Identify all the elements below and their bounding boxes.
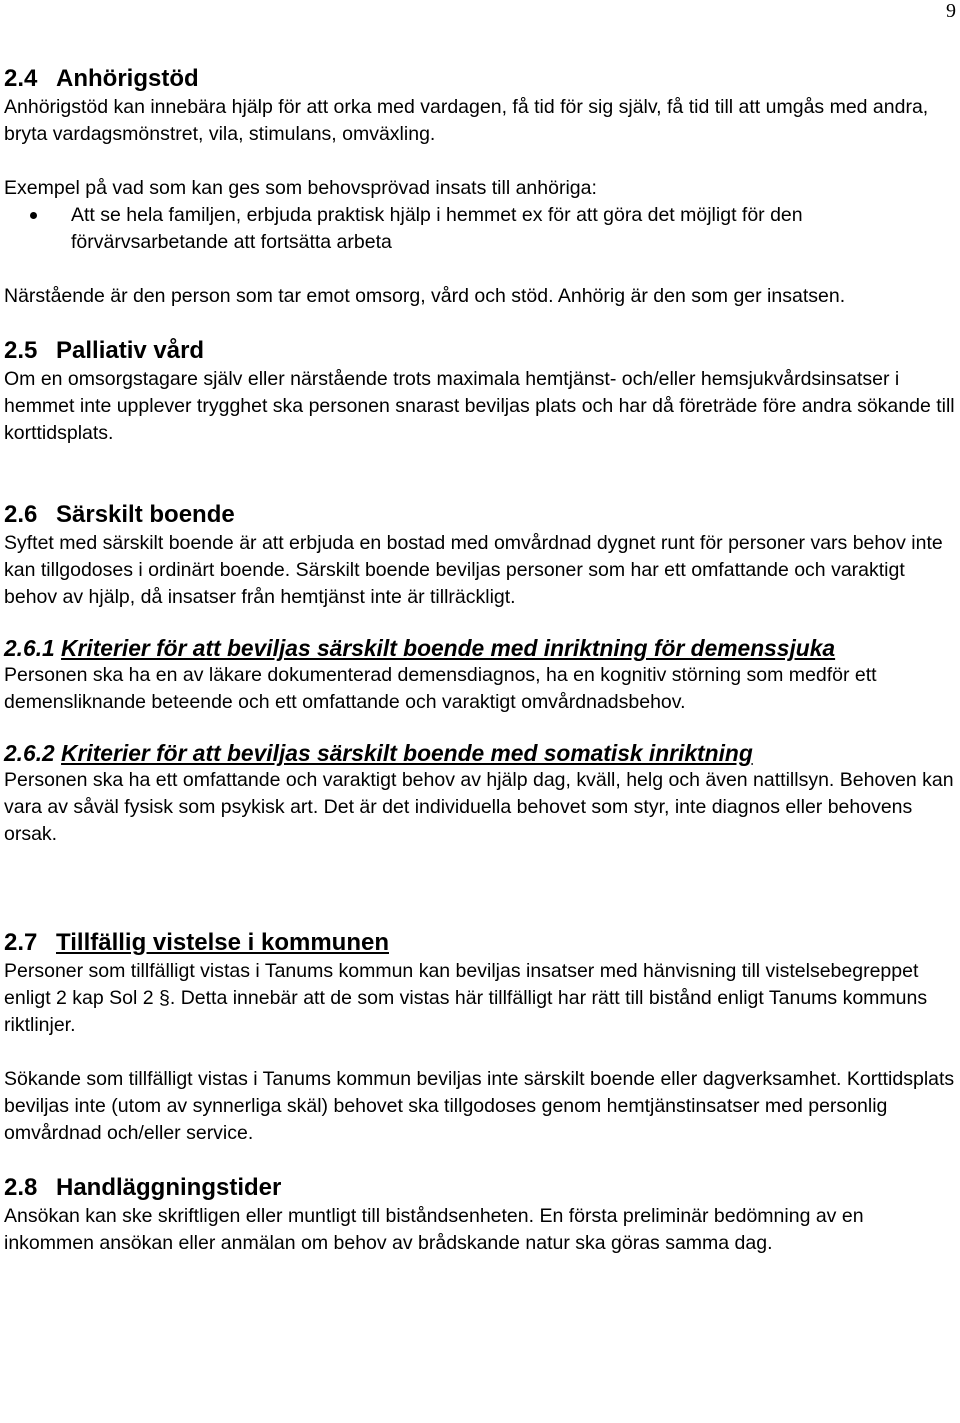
paragraph: Anhörigstöd kan innebära hjälp för att orka med vardagen, få tid för sig själv, få tid till att umgås med andra, bryta vardagsmönstret, vila, stimulans, omväxling. <box>4 96 929 145</box>
bullet-text: Att se hela familjen, erbjuda praktisk hjälp i hemmet ex för att göra det möjligt för den förvärvsarbetande att fortsätta arbeta <box>71 204 803 253</box>
paragraph: Personen ska ha ett omfattande och varaktigt behov av hjälp dag, kväll, helg och även nattillsyn. Behoven kan vara av såväl fysisk som psykisk art. Det är det individuella behovet som styr, inte diagnos eller behovens orsak. <box>4 769 954 845</box>
subsection-number: 2.6.1 <box>4 635 55 661</box>
document-body <box>4 64 956 1257</box>
section-number: 2.5 <box>4 337 38 364</box>
paragraph: Sökande som tillfälligt vistas i Tanums kommun beviljas inte särskilt boende eller dagverksamhet. Korttidsplats beviljas inte (utom av synnerliga skäl) behovet ska tillgodoses genom hemtjänstinsatser med personlig omvårdnad och/eller service. <box>4 1068 955 1144</box>
section-title: Handläggningstider <box>56 1174 282 1201</box>
section-title: Palliativ vård <box>56 337 205 364</box>
section-title: Särskilt boende <box>56 501 235 528</box>
section-number: 2.7 <box>4 929 38 956</box>
paragraph: Exempel på vad som kan ges som behovsprövad insats till anhöriga: <box>4 177 597 199</box>
section-title: Anhörigstöd <box>56 65 199 92</box>
section-number: 2.8 <box>4 1174 38 1201</box>
subsection-title: Kriterier för att beviljas särskilt boende med inriktning för demenssjuka <box>61 635 836 661</box>
section-heading-2-5 <box>4 336 956 366</box>
subsection-number: 2.6.2 <box>4 740 55 766</box>
section-heading-2-7 <box>4 928 956 958</box>
section-heading-2-8 <box>4 1173 956 1203</box>
page-number: 9 <box>946 0 956 22</box>
bullet-item <box>4 202 956 256</box>
subsection-heading-2-6-1 <box>4 635 956 662</box>
paragraph: Syftet med särskilt boende är att erbjuda en bostad med omvårdnad dygnet runt för personer vars behov inte kan tillgodoses i ordinärt boende. Särskilt boende beviljas personer som har ett omfattande och varaktigt behov av hjälp, då insatser från hemtjänst inte är tillräckligt. <box>4 532 943 608</box>
paragraph: Personen ska ha en av läkare dokumenterad demensdiagnos, ha en kognitiv störning som medför ett demensliknande beteende och ett omfattande och varaktigt omvårdnadsbehov. <box>4 664 877 713</box>
bullet-icon <box>30 212 37 219</box>
subsection-heading-2-6-2 <box>4 740 956 767</box>
paragraph: Om en omsorgstagare själv eller närstående trots maximala hemtjänst- och/eller hemsjukvårdsinsatser i hemmet inte upplever trygghet ska personen snarast beviljas plats och har då företräde före andra sökande till korttidsplats. <box>4 368 955 444</box>
section-title: Tillfällig vistelse i kommunen <box>56 929 389 956</box>
section-heading-2-6 <box>4 500 956 530</box>
section-number: 2.4 <box>4 65 38 92</box>
paragraph: Närstående är den person som tar emot omsorg, vård och stöd. Anhörig är den som ger insatsen. <box>4 285 846 307</box>
section-heading-2-4 <box>4 64 956 94</box>
paragraph: Personer som tillfälligt vistas i Tanums kommun kan beviljas insatser med hänvisning till vistelsebegreppet enligt 2 kap Sol 2 §. Detta innebär att de som vistas här tillfälligt har rätt till bistånd enligt Tanums kommuns riktlinjer. <box>4 960 928 1036</box>
subsection-title: Kriterier för att beviljas särskilt boende med somatisk inriktning <box>61 740 753 766</box>
paragraph: Ansökan kan ske skriftligen eller muntligt till biståndsenheten. En första preliminär bedömning av en inkommen ansökan eller anmälan om behov av brådskande natur ska göras samma dag. <box>4 1205 864 1254</box>
section-number: 2.6 <box>4 501 38 528</box>
